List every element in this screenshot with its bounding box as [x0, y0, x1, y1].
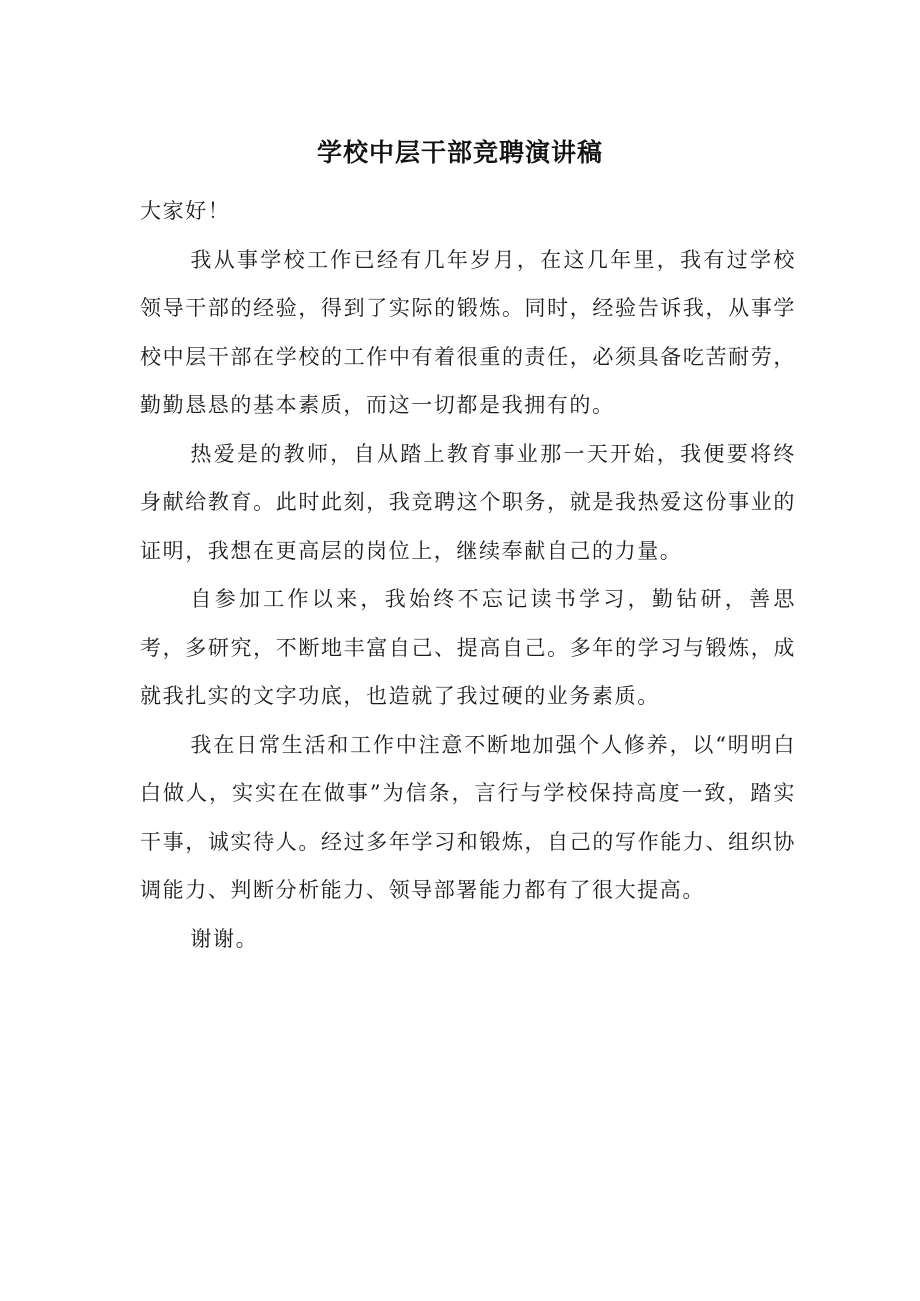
- paragraph-3: 自参加工作以来，我始终不忘记读书学习，勤钻研，善思考，多研究，不断地丰富自己、提高自己。多年的学习与锻炼，成就我扎实的文字功底，也造就了我过硬的业务素质。: [140, 587, 796, 708]
- document-title: 学校中层干部竞聘演讲稿: [316, 138, 603, 167]
- document-body: [140, 187, 796, 963]
- paragraph-1: 我从事学校工作已经有几年岁月，在这几年里，我有过学校领导干部的经验，得到了实际的锻炼。同时，经验告诉我，从事学校中层干部在学校的工作中有着很重的责任，必须具备吃苦耐劳，勤勤恳恳的基本素质，而这一切都是我拥有的。: [140, 247, 796, 417]
- closing-line: 谢谢。: [190, 926, 259, 951]
- paragraph-2: 热爱是的教师，自从踏上教育事业那一天开始，我便要将终身献给教育。此时此刻，我竞聘这个职务，就是我热爱这份事业的证明，我想在更高层的岗位上，继续奉献自己的力量。: [140, 441, 796, 563]
- paragraph-4: 我在日常生活和工作中注意不断地加强个人修养，以“明明白白做人，实实在在做事”为信条，言行与学校保持高度一致，踏实干事，诚实待人。经过多年学习和锻炼，自己的写作能力、组织协调能力、判断分析能力、领导部署能力都有了很大提高。: [140, 732, 796, 902]
- greeting-line: 大家好！: [140, 199, 231, 223]
